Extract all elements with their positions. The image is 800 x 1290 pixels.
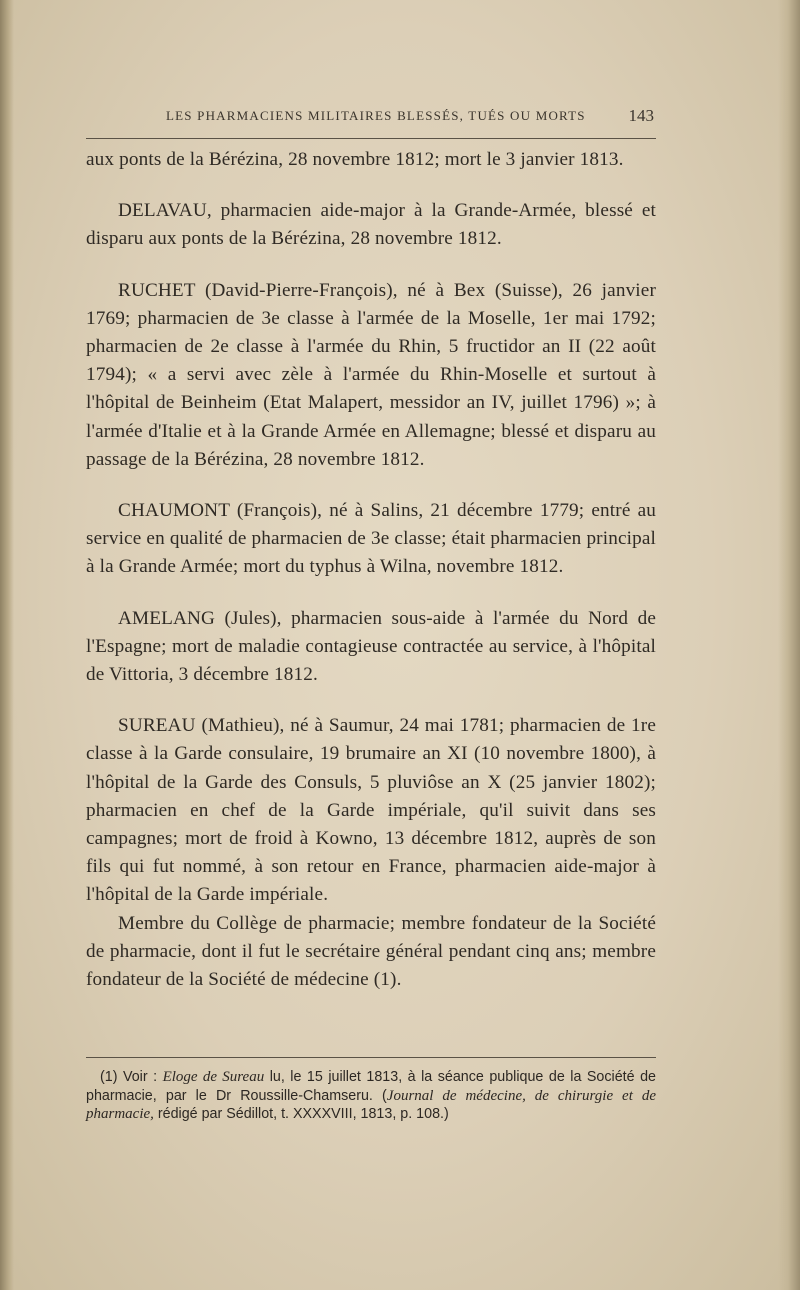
paragraph-chaumont: CHAUMONT (François), né à Salins, 21 décembre 1779; entré au service en qualité de pharmacien de 3e classe; était pharmacien principal à la Grande Armée; mort du typhus à Wilna, novembre 1812.	[86, 500, 656, 578]
paragraph-sureau-membership: Membre du Collège de pharmacie; membre fondateur de la Société de pharmacie, dont il fut le secrétaire général pendant cinq ans; membre fondateur de la Société de médecine (1).	[86, 912, 656, 991]
footnote-tail: rédigé par Sédillot, t. XXXXVIII, 1813, p. 108.)	[153, 1106, 449, 1122]
running-title: LES PHARMACIENS MILITAIRES BLESSÉS, TUÉS OU MORTS	[166, 108, 586, 123]
footnote-journal-title: Journal de médecine, de chirurgie et de pharmacie,	[86, 1087, 656, 1122]
footnote-text	[86, 1068, 656, 1124]
paragraph-sureau: SUREAU (Mathieu), né à Saumur, 24 mai 1781; pharmacien de 1re classe à la Garde consulaire, 19 brumaire an XI (10 novembre 1800), à l'hôpital de la Garde des Consuls, 5 pluviôse an X (25 janvier 1802); pharmacien en chef de la Garde impériale, qu'il suivit dans ses campagnes; mort de froid à Kowno, 13 décembre 1812, auprès de son fils qui fut nommé, à son retour en France, pharmacien aide-major à l'hôpital de la Garde impériale.	[86, 715, 656, 906]
footnote-lead: Voir :	[122, 1069, 163, 1085]
paragraph-delavau: DELAVAU, pharmacien aide-major à la Grande-Armée, blessé et disparu aux ponts de la Bérézina, 28 novembre 1812.	[86, 200, 656, 250]
page-left-edge-shadow	[0, 0, 14, 1290]
footnote-marker: (1)	[100, 1069, 118, 1085]
footnote-work-title: Eloge de Sureau	[162, 1069, 265, 1085]
footnote	[86, 1068, 656, 1124]
paragraph-ruchet: RUCHET (David-Pierre-François), né à Bex (Suisse), 26 janvier 1769; pharmacien de 3e classe à l'armée de la Moselle, 1er mai 1792; pharmacien de 2e classe à l'armée du Rhin, 5 fructidor an II (22 août 1794); « a servi avec zèle à l'armée du Rhin-Moselle et surtout à l'hôpital de Beinheim (Etat Malapert, messidor an IV, juillet 1796) »; à l'armée d'Italie et à la Grande Armée en Allemagne; blessé et disparu au passage de la Bérézina, 28 novembre 1812.	[86, 279, 656, 470]
header-rule	[86, 138, 656, 139]
page-right-edge-shadow	[778, 0, 800, 1290]
footnote-middle: lu, le 15 juillet 1813, à la séance publique de la Société de pharmacie, par le Dr Roussille-Chamseru. (	[86, 1069, 656, 1104]
paragraph-amelang: AMELANG (Jules), pharmacien sous-aide à l'armée du Nord de l'Espagne; mort de maladie contagieuse contractée au service, à l'hôpital de Vittoria, 3 décembre 1812.	[86, 607, 656, 686]
footnote-rule	[86, 1057, 656, 1058]
paragraph-continuation: aux ponts de la Bérézina, 28 novembre 1812; mort le 3 janvier 1813.	[86, 149, 624, 170]
main-text	[86, 146, 656, 994]
page-number: 143	[628, 106, 654, 125]
